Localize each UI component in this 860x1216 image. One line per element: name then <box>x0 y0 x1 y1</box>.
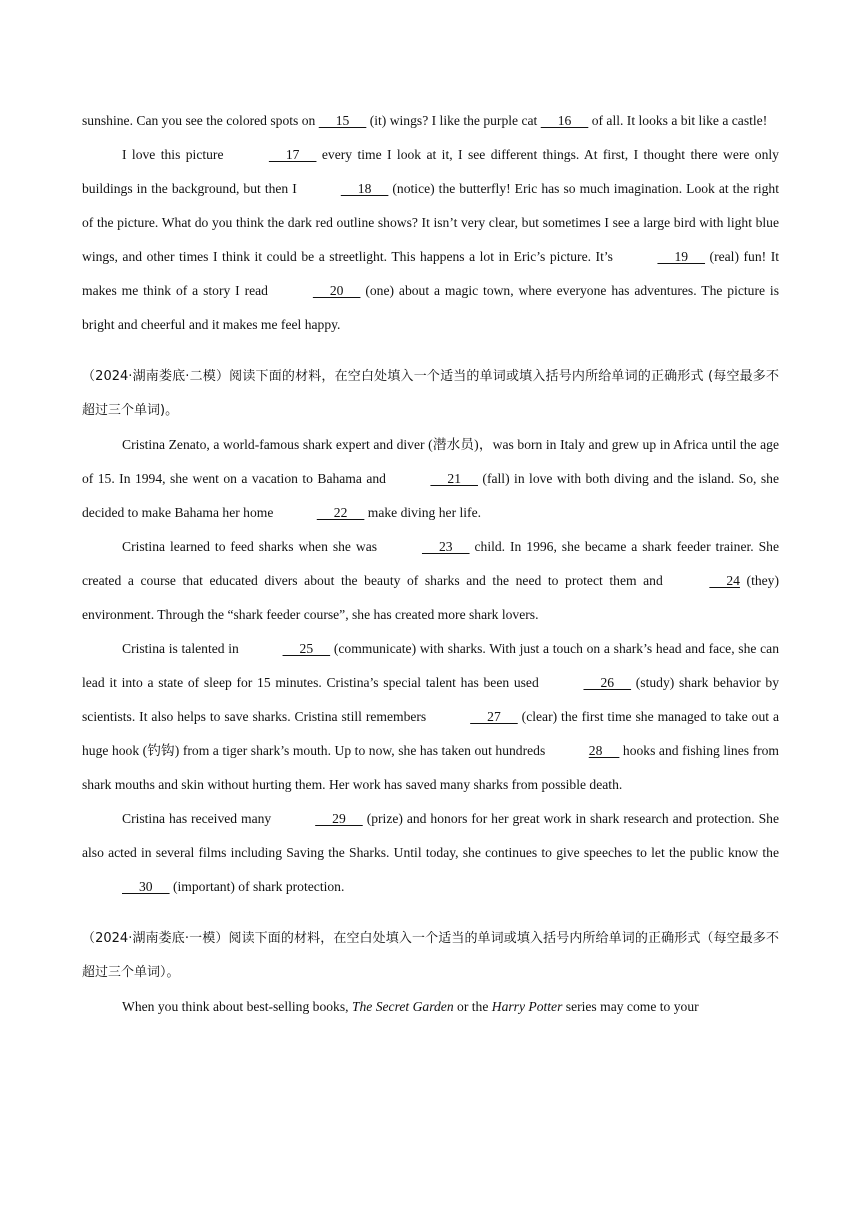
text: sunshine. Can you see the colored spots on <box>82 113 319 128</box>
text: (notice) the butterfly! Eric has so much imagination. Look at the right of the picture. What do you think the dark red outline shows? It isn’t very clear, but sometimes I see a large bird with light blue wings, and other times I think it could be a streetlight. This happens a lot in Eric’s picture. It’s <box>82 181 779 264</box>
text: When you think about best-selling books, <box>122 999 352 1014</box>
blank-20: 20 <box>312 283 361 298</box>
text: Cristina Zenato, a world-famous shark expert and diver (潜水员)，was born in Italy and grew up in Africa until the age of 15. In 1994, she went on a vacation to Bahama and <box>82 437 779 486</box>
text: (real) fun! It makes me think of a story I read <box>82 249 779 298</box>
blank-18: 18 <box>340 181 389 196</box>
book-title: Harry Potter <box>491 999 563 1014</box>
section-instruction: （2024·湖南娄底·一模）阅读下面的材料，在空白处填入一个适当的单词或填入括号内所给单词的正确形式（每空最多不超过三个单词）。 <box>82 931 779 980</box>
text: child. In 1996, she became a shark feeder trainer. She created a course that educated divers about the beauty of sharks and the need to protect them and <box>82 539 779 588</box>
paragraph <box>82 632 779 802</box>
text: I love this picture <box>122 147 229 162</box>
blank-29: 29 <box>315 811 363 826</box>
text: hooks and fishing lines from shark mouths and skin without hurting them. Her work has saved many sharks from possible death. <box>82 743 779 792</box>
blank-23: 23 <box>421 539 470 554</box>
blank-21: 21 <box>430 471 478 486</box>
text: Cristina is talented in <box>122 641 243 656</box>
book-title: The Secret Garden <box>351 999 454 1014</box>
text: make diving her life. <box>364 505 482 520</box>
blank-28: 28 <box>588 743 620 758</box>
document-page <box>82 104 779 1024</box>
blank-27: 27 <box>470 709 518 724</box>
paragraph <box>82 428 779 530</box>
blank-17: 17 <box>268 147 317 162</box>
text: Cristina learned to feed sharks when she was <box>122 539 382 554</box>
text: (one) about a magic town, where everyone has adventures. The picture is bright and cheerful and it makes me feel happy. <box>82 283 779 332</box>
text: (it) wings? I like the purple cat <box>366 113 541 128</box>
blank-30: 30 <box>122 879 170 894</box>
text: Cristina has received many <box>122 811 276 826</box>
text: every time I look at it, I see different things. At first, I thought there were only buildings in the background, but then I <box>82 147 779 196</box>
text: of all. It looks a bit like a castle! <box>588 113 768 128</box>
paragraph <box>82 530 779 632</box>
text: series may come to your <box>562 999 699 1014</box>
paragraph <box>82 104 779 138</box>
blank-15: 15 <box>318 113 367 128</box>
blank-16: 16 <box>540 113 589 128</box>
text: (clear) the first time she managed to take out a huge hook (钓钩) from a tiger shark’s mouth. Up to now, she has taken out hundreds <box>82 709 779 758</box>
blank-22: 22 <box>316 505 365 520</box>
text: or the <box>453 999 492 1014</box>
blank-24: 24 <box>709 573 740 588</box>
blank-19: 19 <box>657 249 706 264</box>
paragraph <box>82 138 779 342</box>
paragraph <box>82 990 779 1024</box>
blank-25: 25 <box>282 641 331 656</box>
text: (fall) in love with both diving and the island. So, she decided to make Bahama her home <box>82 471 779 520</box>
text: (study) shark behavior by scientists. It also helps to save sharks. Cristina still remembers <box>82 675 779 724</box>
text: (important) of shark protection. <box>169 879 345 894</box>
section-instruction: （2024·湖南娄底·二模）阅读下面的材料，在空白处填入一个适当的单词或填入括号内所给单词的正确形式 (每空最多不超过三个单词)。 <box>82 369 779 418</box>
blank-26: 26 <box>583 675 632 690</box>
text: (communicate) with sharks. With just a touch on a shark’s head and face, she can lead it into a state of sleep for 15 minutes. Cristina’s special talent has been used <box>82 641 779 690</box>
text: (they) environment. Through the “shark feeder course”, she has created more shark lovers. <box>82 573 779 622</box>
paragraph <box>82 802 779 904</box>
text: (prize) and honors for her great work in shark research and protection. She also acted in several films including Saving the Sharks. Until today, she continues to give speeches to let the public know the <box>82 811 779 860</box>
